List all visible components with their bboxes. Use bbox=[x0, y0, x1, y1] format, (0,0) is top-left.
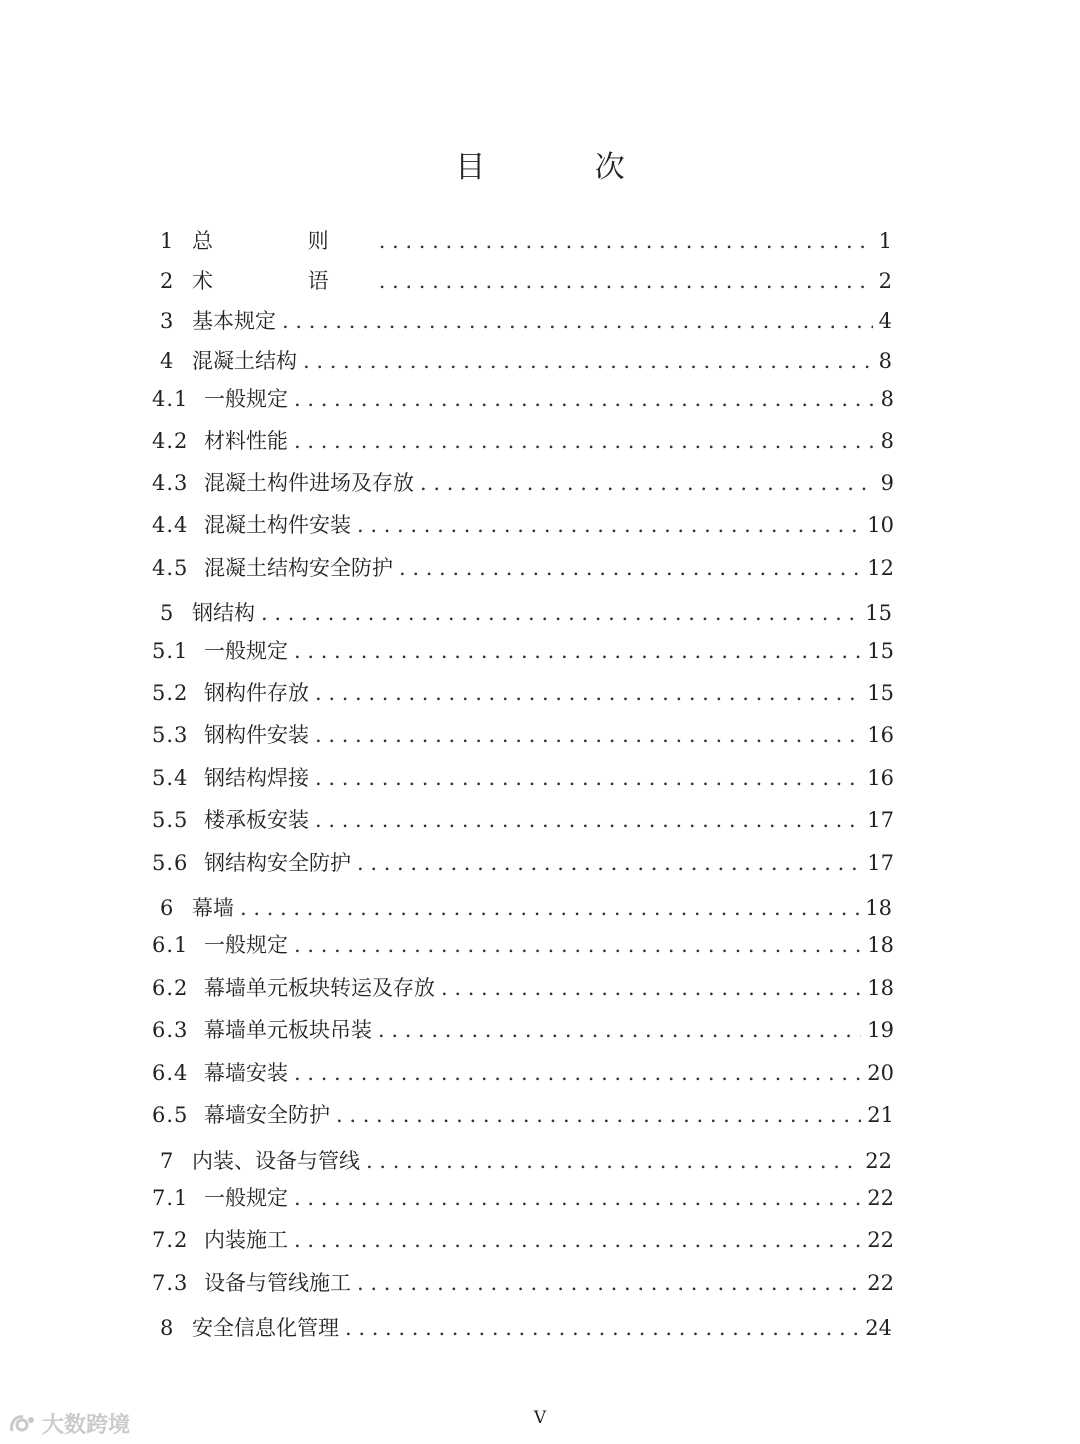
toc-entry bbox=[152, 1268, 894, 1298]
toc-entry-title: 幕墙安装 bbox=[204, 1061, 288, 1085]
toc-entry-page: 21 bbox=[867, 1103, 894, 1127]
toc-leader-dots bbox=[294, 930, 861, 960]
toc-entry-title: 设备与管线施工 bbox=[204, 1271, 351, 1295]
toc-entry bbox=[152, 468, 894, 498]
toc-entry-title: 混凝土构件安装 bbox=[204, 513, 351, 537]
toc-entry-number: 5.4 bbox=[152, 766, 189, 790]
toc-entry-page: 18 bbox=[865, 896, 892, 920]
toc-leader-dots bbox=[294, 384, 875, 414]
toc-entry bbox=[152, 678, 894, 708]
toc-entry-number: 6 bbox=[160, 896, 174, 920]
toc-leader-dots bbox=[315, 678, 861, 708]
toc-entry-title: 钢结构安全防护 bbox=[204, 851, 351, 875]
toc-entry-number: 4.5 bbox=[152, 556, 189, 580]
toc-leader-dots bbox=[379, 226, 873, 256]
toc-entry bbox=[152, 1225, 894, 1255]
toc-entry bbox=[160, 1146, 892, 1176]
toc-entry-number: 5.6 bbox=[152, 851, 189, 875]
toc-leader-dots bbox=[294, 1183, 861, 1213]
toc-entry-number: 3 bbox=[160, 309, 174, 333]
toc-leader-dots bbox=[303, 346, 873, 376]
page-number: V bbox=[533, 1408, 547, 1428]
toc-entry bbox=[160, 598, 892, 628]
toc-entry-page: 18 bbox=[867, 933, 894, 957]
toc-entry-number: 2 bbox=[160, 269, 174, 293]
watermark-text: 大数跨境 bbox=[42, 1413, 131, 1438]
toc-entry-number: 4.3 bbox=[152, 471, 189, 495]
toc-entry-title: 术 语 bbox=[192, 269, 373, 293]
toc-entry-page: 15 bbox=[867, 681, 894, 705]
toc-entry-title: 一般规定 bbox=[204, 387, 288, 411]
toc-entry-title: 钢结构 bbox=[192, 601, 255, 625]
toc-leader-dots bbox=[379, 266, 873, 296]
toc-entry-number: 7.2 bbox=[152, 1228, 189, 1252]
toc-entry-number: 6.3 bbox=[152, 1018, 189, 1042]
toc-entry-page: 22 bbox=[867, 1271, 894, 1295]
toc-entry-number: 5.3 bbox=[152, 723, 189, 747]
toc-entry bbox=[152, 426, 894, 456]
toc-entry bbox=[160, 226, 892, 256]
toc-entry-page: 8 bbox=[878, 349, 892, 373]
toc-entry bbox=[160, 1313, 892, 1343]
toc-entry-page: 15 bbox=[867, 639, 894, 663]
toc-leader-dots bbox=[294, 426, 875, 456]
toc-entry bbox=[160, 346, 892, 376]
toc-entry-number: 8 bbox=[160, 1316, 174, 1340]
toc-entry-title: 楼承板安装 bbox=[204, 808, 309, 832]
toc-leader-dots bbox=[261, 598, 859, 628]
toc-leader-dots bbox=[315, 763, 861, 793]
toc-entry-title: 一般规定 bbox=[204, 639, 288, 663]
toc-entry bbox=[152, 848, 894, 878]
toc-entry bbox=[152, 1183, 894, 1213]
toc-entry-title: 内装施工 bbox=[204, 1228, 288, 1252]
toc-entry bbox=[152, 553, 894, 583]
toc-entry-title: 混凝土结构 bbox=[192, 349, 297, 373]
toc-entry-page: 22 bbox=[867, 1186, 894, 1210]
toc-entry-number: 6.2 bbox=[152, 976, 189, 1000]
toc-entry-number: 6.1 bbox=[152, 933, 189, 957]
toc-entry-title: 钢构件存放 bbox=[204, 681, 309, 705]
toc-entry bbox=[160, 306, 892, 336]
toc-entry-title: 混凝土构件进场及存放 bbox=[204, 471, 414, 495]
toc-entry-title: 安全信息化管理 bbox=[192, 1316, 339, 1340]
toc-entry-page: 4 bbox=[878, 309, 892, 333]
toc-entry bbox=[152, 763, 894, 793]
toc-entry-number: 5.5 bbox=[152, 808, 189, 832]
toc-leader-dots bbox=[357, 848, 861, 878]
toc-entry bbox=[152, 1058, 894, 1088]
toc-leader-dots bbox=[282, 306, 873, 336]
toc-leader-dots bbox=[399, 553, 861, 583]
toc-leader-dots bbox=[240, 893, 859, 923]
toc-entry bbox=[152, 930, 894, 960]
toc-entry-page: 19 bbox=[867, 1018, 894, 1042]
toc-leader-dots bbox=[357, 510, 861, 540]
toc-entry-number: 6.5 bbox=[152, 1103, 189, 1127]
toc-entry-title: 总 则 bbox=[192, 229, 373, 253]
toc-entry-page: 16 bbox=[867, 766, 894, 790]
toc-entry-title: 混凝土结构安全防护 bbox=[204, 556, 393, 580]
toc-entry-page: 1 bbox=[878, 229, 892, 253]
toc-entry-number: 1 bbox=[160, 229, 174, 253]
toc-entry-page: 9 bbox=[880, 471, 894, 495]
toc-entry-title: 基本规定 bbox=[192, 309, 276, 333]
toc-leader-dots bbox=[420, 468, 875, 498]
toc-entry-number: 5 bbox=[160, 601, 174, 625]
toc-entry-number: 4.4 bbox=[152, 513, 189, 537]
toc-leader-dots bbox=[294, 636, 861, 666]
toc-leader-dots bbox=[366, 1146, 859, 1176]
toc-entry-title: 钢结构焊接 bbox=[204, 766, 309, 790]
toc-leader-dots bbox=[378, 1015, 861, 1045]
toc-entry-page: 18 bbox=[867, 976, 894, 1000]
toc-leader-dots bbox=[315, 720, 861, 750]
toc-entry bbox=[160, 893, 892, 923]
toc-entry-page: 12 bbox=[867, 556, 894, 580]
toc-entry-number: 4 bbox=[160, 349, 174, 373]
toc-leader-dots bbox=[315, 805, 861, 835]
toc-entry-title: 材料性能 bbox=[204, 429, 288, 453]
toc-entry-page: 24 bbox=[865, 1316, 892, 1340]
toc-leader-dots bbox=[336, 1100, 861, 1130]
toc-entry-number: 6.4 bbox=[152, 1061, 189, 1085]
toc-entry-page: 16 bbox=[867, 723, 894, 747]
toc-entry-page: 22 bbox=[867, 1228, 894, 1252]
toc-entry-number: 5.2 bbox=[152, 681, 189, 705]
toc-leader-dots bbox=[441, 973, 861, 1003]
toc-entry-title: 幕墙单元板块转运及存放 bbox=[204, 976, 435, 1000]
toc-entry-page: 22 bbox=[865, 1149, 892, 1173]
toc-entry-page: 17 bbox=[867, 808, 894, 832]
toc-entry-title: 钢构件安装 bbox=[204, 723, 309, 747]
toc-entry bbox=[152, 510, 894, 540]
toc-entry-number: 7.1 bbox=[152, 1186, 189, 1210]
toc-entry-page: 8 bbox=[880, 429, 894, 453]
toc-entry bbox=[152, 1100, 894, 1130]
toc-leader-dots bbox=[294, 1225, 861, 1255]
toc-entry-title: 内装、设备与管线 bbox=[192, 1149, 360, 1173]
toc-leader-dots bbox=[294, 1058, 861, 1088]
toc-leader-dots bbox=[357, 1268, 861, 1298]
toc-entry-title: 幕墙 bbox=[192, 896, 234, 920]
toc-entry bbox=[152, 720, 894, 750]
toc-entry-number: 5.1 bbox=[152, 639, 189, 663]
toc-entry bbox=[152, 805, 894, 835]
toc-entry bbox=[160, 266, 892, 296]
toc-entry-page: 20 bbox=[867, 1061, 894, 1085]
toc-entry-number: 4.2 bbox=[152, 429, 189, 453]
toc-entry-page: 17 bbox=[867, 851, 894, 875]
toc-entry-number: 4.1 bbox=[152, 387, 189, 411]
toc-entry-title: 一般规定 bbox=[204, 933, 288, 957]
toc-entry-page: 8 bbox=[880, 387, 894, 411]
toc-entry-page: 10 bbox=[867, 513, 894, 537]
toc-entry-title: 一般规定 bbox=[204, 1186, 288, 1210]
toc-entry-title: 幕墙单元板块吊装 bbox=[204, 1018, 372, 1042]
page-title: 目 次 bbox=[455, 150, 675, 185]
toc-entry-number: 7.3 bbox=[152, 1271, 189, 1295]
toc-entry-number: 7 bbox=[160, 1149, 174, 1173]
toc-entry-page: 2 bbox=[878, 269, 892, 293]
toc-entry-page: 15 bbox=[865, 601, 892, 625]
toc-leader-dots bbox=[345, 1313, 859, 1343]
logo-icon bbox=[8, 1411, 38, 1437]
toc-entry bbox=[152, 973, 894, 1003]
watermark bbox=[8, 1408, 130, 1439]
toc-entry bbox=[152, 636, 894, 666]
toc-entry bbox=[152, 1015, 894, 1045]
toc-entry-title: 幕墙安全防护 bbox=[204, 1103, 330, 1127]
toc-entry bbox=[152, 384, 894, 414]
